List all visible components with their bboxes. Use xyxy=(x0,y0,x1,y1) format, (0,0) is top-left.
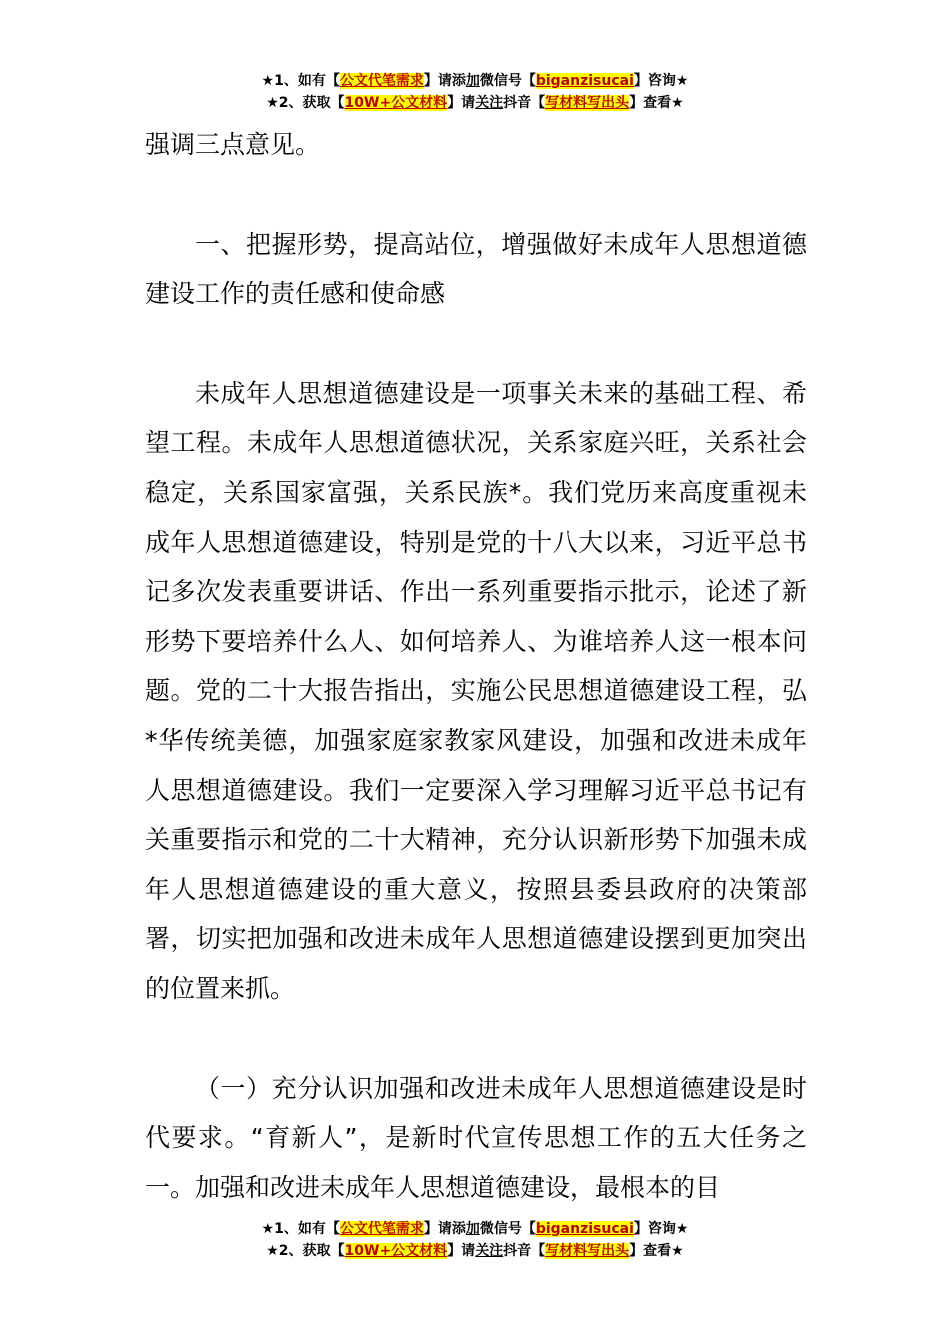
footer-banner xyxy=(0,1218,950,1262)
banner-line-2 xyxy=(0,1240,950,1262)
banner-text: 】请添 xyxy=(423,73,466,89)
banner-wechat-id: biganzisucai xyxy=(535,1221,634,1237)
banner-text: 】请 xyxy=(447,95,476,111)
banner-line-1 xyxy=(0,70,950,92)
banner-wechat-id: biganzisucai xyxy=(535,73,634,89)
banner-highlight: 公文代笔需求 xyxy=(339,73,424,89)
banner-text: 】请 xyxy=(447,1243,476,1259)
banner-text: 】请添 xyxy=(423,1221,466,1237)
banner-underlined: 关注 xyxy=(475,95,504,111)
banner-underlined: 关注 xyxy=(475,1243,504,1259)
banner-highlight: 公文代笔需求 xyxy=(339,1221,424,1237)
banner-text: ★1、如有【 xyxy=(261,1221,340,1237)
banner-text: 微信号【 xyxy=(479,1221,536,1237)
banner-highlight: 10W+公文材料 xyxy=(344,95,448,111)
banner-text: 抖音【 xyxy=(503,95,546,111)
banner-text: ★1、如有【 xyxy=(261,73,340,89)
banner-text: ★2、获取【 xyxy=(266,1243,345,1259)
banner-text: 】咨询★ xyxy=(633,1221,689,1237)
banner-text: 】咨询★ xyxy=(633,73,689,89)
header-banner xyxy=(0,70,950,114)
banner-text: 抖音【 xyxy=(503,1243,546,1259)
banner-text: 微信号【 xyxy=(479,73,536,89)
banner-line-2 xyxy=(0,92,950,114)
paragraph-subsection: （一）充分认识加强和改进未成年人思想道德建设是时代要求。“育新人”，是新时代宣传思想工作的五大任务之一。加强和改进未成年人思想道德建设，最根本的目 xyxy=(145,1073,807,1202)
banner-douyin-id: 写材料写出头 xyxy=(545,1243,630,1259)
banner-douyin-id: 写材料写出头 xyxy=(545,95,630,111)
banner-text: 】查看★ xyxy=(629,95,684,111)
banner-underlined: 加 xyxy=(465,1221,480,1237)
banner-highlight: 10W+公文材料 xyxy=(344,1243,448,1259)
banner-text: ★2、获取【 xyxy=(266,95,345,111)
document-body xyxy=(145,120,807,1212)
banner-text: 】查看★ xyxy=(629,1243,684,1259)
banner-line-1 xyxy=(0,1218,950,1240)
banner-underlined: 加 xyxy=(465,73,480,89)
section-heading: 一、把握形势，提高站位，增强做好未成年人思想道德建设工作的责任感和使命感 xyxy=(145,229,807,309)
paragraph-body: 未成年人思想道德建设是一项事关未来的基础工程、希望工程。未成年人思想道德状况，关系家庭兴旺，关系社会稳定，关系国家富强，关系民族*。我们党历来高度重视未成年人思想道德建设，特别是党的十八大以来，习近平总书记多次发表重要讲话、作出一系列重要指示批示，论述了新形势下要培养什么人、如何培养人、为谁培养人这一根本问题。党的二十大报告指出，实施公民思想道德建设工程，弘*华传统美德，加强家庭家教家风建设，加强和改进未成年人思想道德建设。我们一定要深入学习理解习近平总书记有关重要指示和党的二十大精神，充分认识新形势下加强未成年人思想道德建设的重大意义，按照县委县政府的决策部署，切实把加强和改进未成年人思想道德建设摆到更加突出的位置来抓。 xyxy=(145,378,807,1003)
paragraph-intro: 强调三点意见。 xyxy=(145,130,321,159)
